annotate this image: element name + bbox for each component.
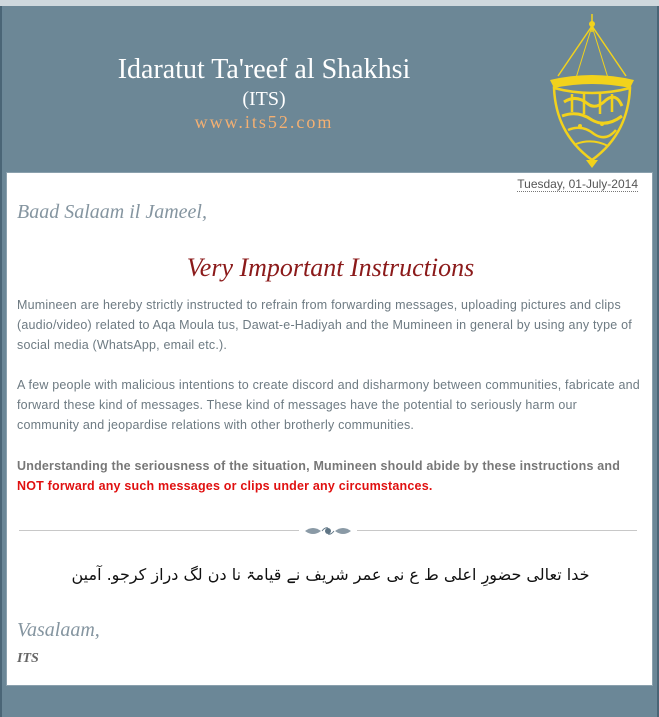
letter-body bbox=[6, 172, 653, 686]
letter-date: Tuesday, 01-July-2014 bbox=[517, 177, 638, 191]
section-divider bbox=[19, 524, 637, 538]
header-banner bbox=[4, 6, 655, 170]
signature: ITS bbox=[17, 651, 39, 666]
logo-icon bbox=[536, 14, 648, 170]
website-link[interactable]: www.its52.com bbox=[194, 112, 334, 132]
closing: Vasalaam, bbox=[17, 619, 100, 641]
paragraph-social-media: Mumineen are hereby strictly instructed to refrain from forwarding messages, uploading pictures and clips (audio/video) related to Aqa Moula tus, Dawat-e-Hadiyah and the Mumineen in general by using any type of social media (WhatsApp, email etc.). bbox=[17, 298, 632, 352]
page-title: Idaratut Ta'reef al Shakhsi bbox=[117, 54, 411, 85]
greeting: Baad Salaam il Jameel, bbox=[17, 201, 207, 223]
page-subtitle: (ITS) bbox=[242, 88, 286, 110]
warning-text: NOT forward any such messages or clips under any circumstances. bbox=[17, 479, 433, 493]
urdu-prayer: خدا تعالی حضورِ اعلی ط ع نی عمر شریف نے قیامۃ نا دن لگ دراز کرجو. آمین bbox=[71, 565, 590, 584]
instruction-text: Understanding the seriousness of the situation, Mumineen should abide by these instructions and bbox=[17, 459, 621, 473]
instructions-heading: Very Important Instructions bbox=[186, 253, 475, 282]
paragraph-malicious: A few people with malicious intentions to create discord and disharmony between communities, fabricate and forward these kind of messages. These kind of messages have the potential to seriously harm our community and jeopardise relations with other brotherly communities. bbox=[17, 378, 640, 432]
paragraph-instructions bbox=[17, 456, 641, 496]
ornament-divider-icon bbox=[303, 524, 353, 538]
